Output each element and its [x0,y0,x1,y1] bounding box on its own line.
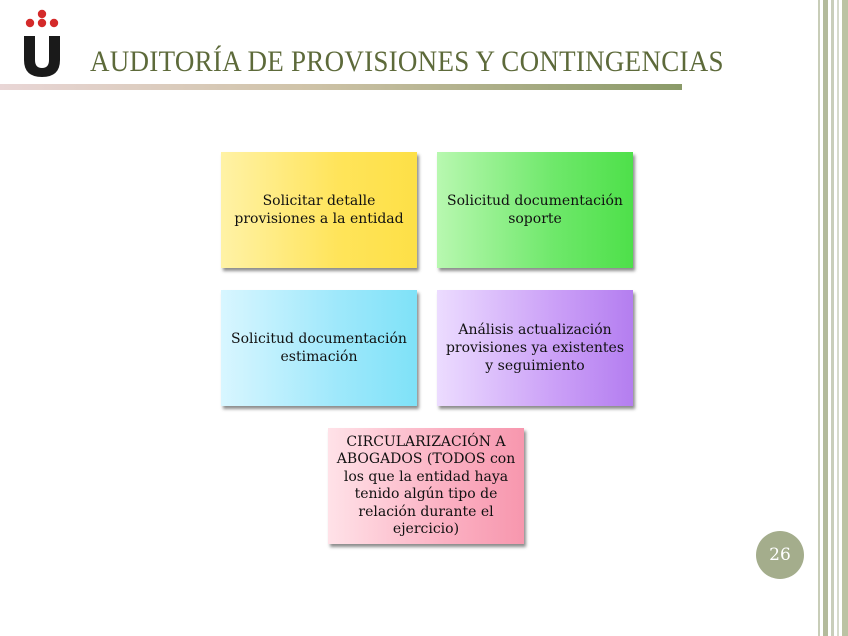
box-circularizacion-abogados [328,428,524,544]
side-rule-2 [823,0,828,636]
title-underline [0,84,682,90]
slide-title: AUDITORÍA DE PROVISIONES Y CONTINGENCIAS [90,45,724,78]
box-solicitar-detalle [221,152,417,268]
box-analisis-actualizacion [437,290,633,406]
box-label: Solicitud documentación soporte [447,193,623,227]
box-label: Solicitud documentación estimación [231,331,407,365]
university-logo-icon [22,6,62,78]
box-documentacion-estimacion [221,290,417,406]
side-rule-1 [818,0,820,636]
box-label: Análisis actualización provisiones ya existentes y seguimiento [445,322,625,374]
side-rule-4 [837,0,839,636]
box-label: CIRCULARIZACIÓN A ABOGADOS (TODOS con los que la entidad haya tenido algún tipo de relación durante el ejercicio) [336,433,516,537]
box-documentacion-soporte [437,152,633,268]
side-rule-3 [831,0,834,636]
box-label: Solicitar detalle provisiones a la entidad [234,193,404,227]
side-rule-5 [842,0,848,636]
page-number-badge: 26 [756,531,804,579]
